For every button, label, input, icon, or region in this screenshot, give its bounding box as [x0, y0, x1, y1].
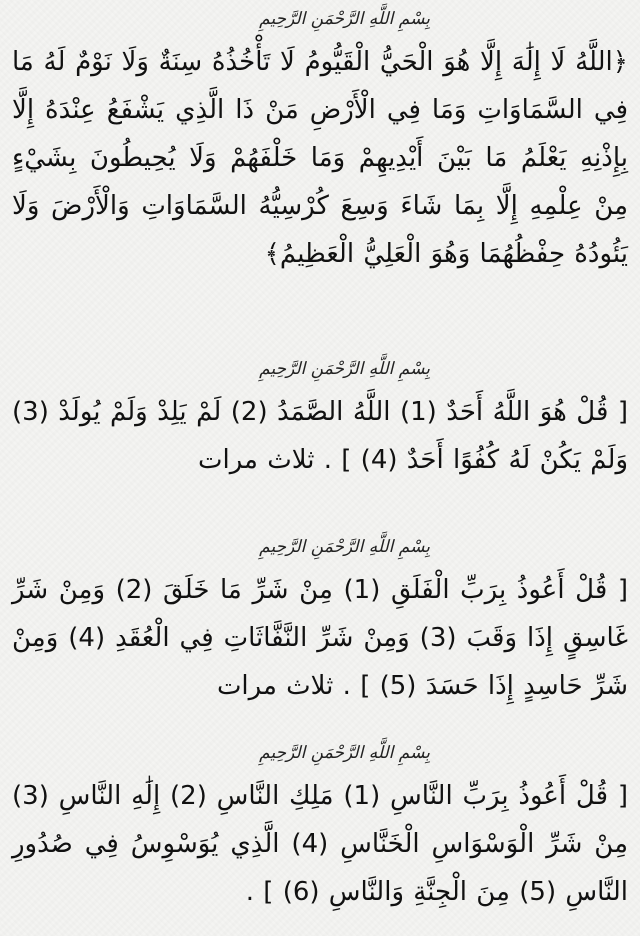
basmala-header-3: بِسْمِ اللَّهِ الرَّحْمَنِ الرَّحِيمِ	[259, 537, 430, 557]
surah-falaq-text: [ قُلْ أَعُوذُ بِرَبِّ الْفَلَقِ (1) مِنْ شَرِّ مَا خَلَقَ (2) وَمِنْ شَرِّ غَاسِقٍ إِذَا وَقَبَ (3) وَمِنْ شَرِّ النَّفَّاثَاتِ فِي الْعُقَدِ (4) وَمِنْ شَرِّ حَاسِدٍ إِذَا حَسَدَ (5) ] . ثلاث مرات	[12, 575, 629, 701]
basmala-header-2: بِسْمِ اللَّهِ الرَّحْمَنِ الرَّحِيمِ	[259, 359, 430, 379]
ayat-al-kursi-text: ﴿اللَّهُ لَا إِلَٰهَ إِلَّا هُوَ الْحَيُّ الْقَيُّومُ لَا تَأْخُذُهُ سِنَةٌ وَلَا نَوْمٌ لَهُ مَا فِي السَّمَاوَاتِ وَمَا فِي الْأَرْضِ مَنْ ذَا الَّذِي يَشْفَعُ عِنْدَهُ إِلَّا بِإِذْنِهِ يَعْلَمُ مَا بَيْنَ أَيْدِيهِمْ وَمَا خَلْفَهُمْ وَلَا يُحِيطُونَ بِشَيْءٍ مِنْ عِلْمِهِ إِلَّا بِمَا شَاءَ وَسِعَ كُرْسِيُّهُ السَّمَاوَاتِ وَالْأَرْضَ وَلَا يَئُودُهُ حِفْظُهُمَا وَهُوَ الْعَلِيُّ الْعَظِيمُ﴾	[12, 47, 628, 269]
surah-nas-text: [ قُلْ أَعُوذُ بِرَبِّ النَّاسِ (1) مَلِكِ النَّاسِ (2) إِلَٰهِ النَّاسِ (3) مِنْ شَرِّ الْوَسْوَاسِ الْخَنَّاسِ (4) الَّذِي يُوَسْوِسُ فِي صُدُورِ النَّاسِ (5) مِنَ الْجِنَّةِ وَالنَّاسِ (6) ] .	[12, 781, 629, 907]
surah-ikhlas-text: [ قُلْ هُوَ اللَّهُ أَحَدٌ (1) اللَّهُ الصَّمَدُ (2) لَمْ يَلِدْ وَلَمْ يُولَدْ (3) وَلَمْ يَكُنْ لَهُ كُفُوًا أَحَدٌ (4) ] . ثلاث مرات	[12, 397, 628, 475]
basmala-header-1: بِسْمِ اللَّهِ الرَّحْمَنِ الرَّحِيمِ	[259, 9, 430, 29]
basmala-header-4: بِسْمِ اللَّهِ الرَّحْمَنِ الرَّحِيمِ	[259, 743, 430, 763]
